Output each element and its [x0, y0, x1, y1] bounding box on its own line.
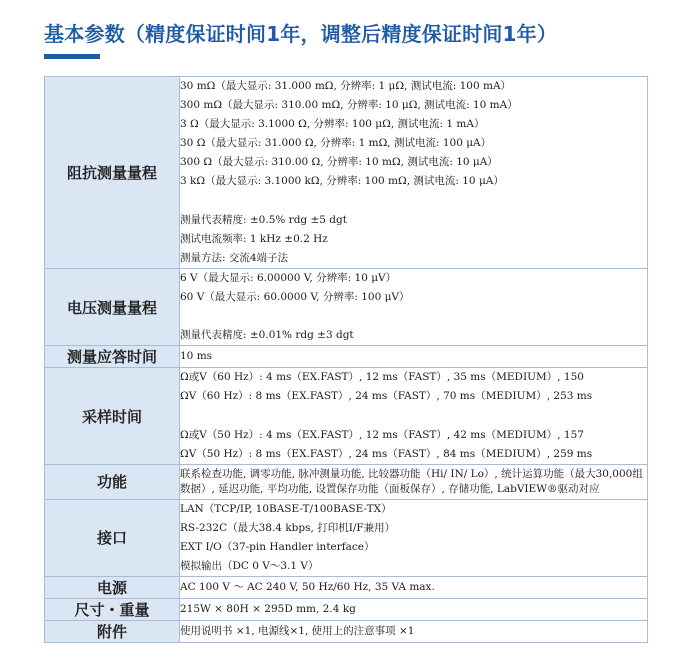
spec-row [45, 621, 648, 643]
spec-line: Ω或V（60 Hz）: 4 ms（EX.FAST）, 12 ms（FAST）, 35 ms（MEDIUM）, 150 [180, 371, 584, 384]
spec-table-body [45, 77, 648, 643]
spec-row [45, 577, 648, 599]
spec-line: AC 100 V ～ AC 240 V, 50 Hz/60 Hz, 35 VA max. [180, 581, 435, 594]
spec-line: ΩV（60 Hz）: 8 ms（EX.FAST）, 24 ms（FAST）, 70 ms（MEDIUM）, 253 ms [180, 390, 593, 403]
spec-line: ΩV（50 Hz）: 8 ms（EX.FAST）, 24 ms（FAST）, 84 ms（MEDIUM）, 259 ms [180, 447, 593, 460]
spec-table [44, 76, 648, 643]
spec-line: 60 V（最大显示: 60.0000 V, 分辨率: 100 μV） [180, 291, 410, 304]
spec-label: 测量应答时间 [45, 346, 180, 368]
spec-line [180, 307, 647, 326]
spec-line: 215W × 80H × 295D mm, 2.4 kg [180, 603, 356, 616]
spec-line: 测量代表精度: ±0.01% rdg ±3 dgt [180, 329, 354, 342]
spec-label: 采样时间 [45, 368, 180, 464]
spec-line: RS-232C（最大38.4 kbps, 打印机I/F兼用） [180, 521, 396, 534]
spec-line: 30 mΩ（最大显示: 31.000 mΩ, 分辨率: 1 μΩ, 测试电流: 100 mA） [180, 80, 512, 92]
spec-value [180, 368, 648, 464]
spec-value [180, 464, 648, 499]
title-underline [44, 54, 100, 59]
spec-line: 使用说明书 ×1, 电源线×1, 使用上的注意事项 ×1 [180, 625, 415, 638]
spec-row [45, 368, 648, 464]
spec-label: 尺寸・重量 [45, 599, 180, 621]
spec-line: 300 Ω（最大显示: 310.00 Ω, 分辨率: 10 mΩ, 测试电流: 10 μA） [180, 156, 498, 169]
page-title: 基本参数（精度保证时间1年，调整后精度保证时间1年） [44, 22, 558, 46]
spec-value [180, 499, 648, 576]
spec-value [180, 599, 648, 621]
spec-line [180, 192, 647, 211]
spec-row [45, 499, 648, 576]
spec-line: 测量代表精度: ±0.5% rdg ±5 dgt [180, 213, 347, 226]
spec-line: Ω或V（50 Hz）: 4 ms（EX.FAST）, 12 ms（FAST）, 42 ms（MEDIUM）, 157 [180, 428, 584, 441]
spec-value [180, 346, 648, 368]
spec-line: 3 kΩ（最大显示: 3.1000 kΩ, 分辨率: 100 mΩ, 测试电流: 10 μA） [180, 175, 504, 188]
spec-line: 300 mΩ（最大显示: 310.00 mΩ, 分辨率: 10 μΩ, 测试电流: 10 mA） [180, 99, 518, 112]
spec-row [45, 464, 648, 499]
spec-line: 测量方法: 交流4端子法 [180, 251, 289, 264]
spec-label: 电压测量量程 [45, 268, 180, 345]
spec-value [180, 577, 648, 599]
spec-label: 阻抗测量量程 [45, 77, 180, 269]
spec-line: 10 ms [180, 350, 213, 363]
spec-label: 电源 [45, 577, 180, 599]
spec-line: 联系检查功能, 调零功能, 脉冲测量功能, 比较器功能（Hi/ IN/ Lo）, 统计运算功能（最大30,000组数据）, 延迟功能, 平均功能, 设置保存功能（面板保存）, 存储功能, LabVIEW®驱动对应 [180, 467, 643, 495]
spec-row [45, 77, 648, 269]
spec-value [180, 621, 648, 643]
spec-label: 功能 [45, 464, 180, 499]
spec-row [45, 346, 648, 368]
spec-line: 30 Ω（最大显示: 31.000 Ω, 分辨率: 1 mΩ, 测试电流: 100 μA） [180, 137, 492, 150]
spec-line: 3 Ω（最大显示: 3.1000 Ω, 分辨率: 100 μΩ, 测试电流: 1 mA） [180, 118, 485, 131]
spec-line: LAN（TCP/IP, 10BASE-T/100BASE-TX） [180, 502, 392, 515]
spec-line: 测试电流频率: 1 kHz ±0.2 Hz [180, 232, 328, 245]
spec-row [45, 599, 648, 621]
spec-value [180, 77, 648, 269]
spec-line [180, 407, 647, 426]
spec-label: 附件 [45, 621, 180, 643]
spec-line: 6 V（最大显示: 6.00000 V, 分辨率: 10 μV） [180, 271, 397, 284]
spec-label: 接口 [45, 499, 180, 576]
spec-line: EXT I/O（37-pin Handler interface） [180, 540, 375, 553]
spec-value [180, 268, 648, 345]
spec-line: 模拟输出（DC 0 V～3.1 V） [180, 560, 319, 573]
spec-row [45, 268, 648, 345]
